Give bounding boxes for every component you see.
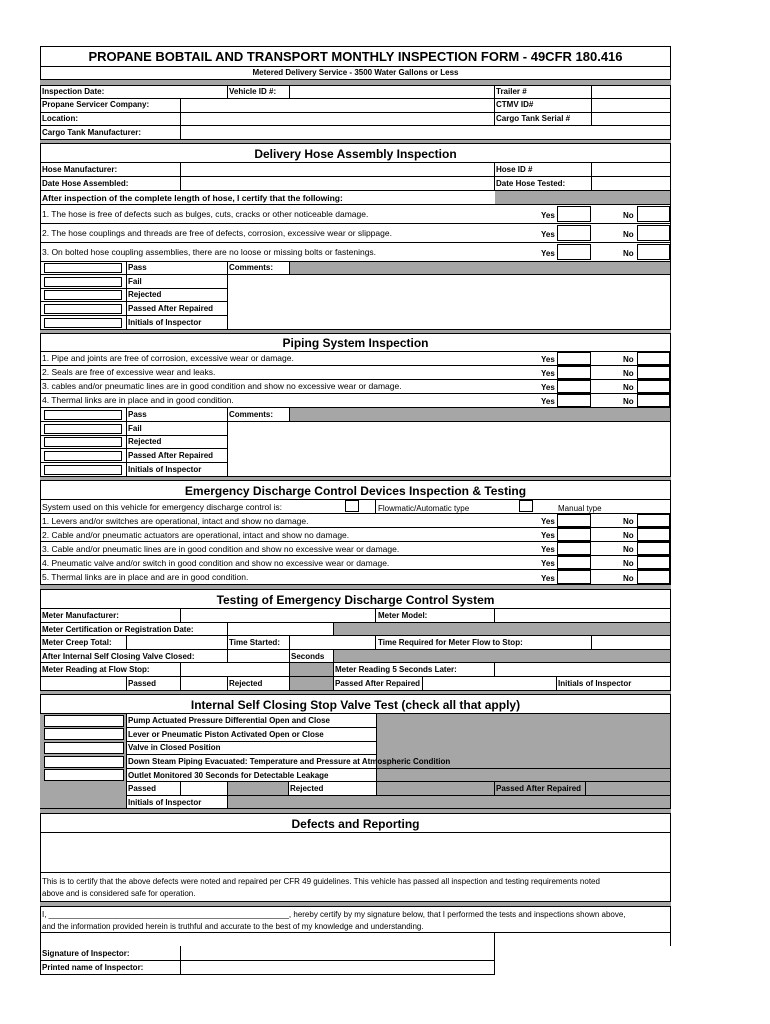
internal-item-5: Outlet Monitored 30 Seconds for Detectable Leakage (128, 771, 329, 780)
defects-area[interactable] (41, 833, 670, 872)
hose-passed-after-label: Passed After Repaired (128, 304, 214, 313)
piping-yes-checkbox-4[interactable] (557, 394, 591, 407)
emergency-item-1: 1. Levers and/or switches are operational, intact and show no damage. (42, 516, 309, 526)
piping-yes-checkbox-3[interactable] (557, 380, 591, 393)
piping-initials-box[interactable] (44, 465, 122, 475)
defects-section-heading: Defects and Reporting (291, 817, 420, 831)
piping-item-3: 3. cables and/or pneumatic lines are in good condition and show no excessive wear or damage. (42, 381, 402, 391)
testing-passed-after-label: Passed After Repaired (335, 679, 421, 688)
piping-rejected-label: Rejected (128, 437, 162, 446)
emergency-no-3: No (623, 545, 634, 554)
emergency-no-checkbox-5[interactable] (637, 570, 670, 584)
emergency-section-heading: Emergency Discharge Control Devices Inspection & Testing (184, 484, 527, 498)
piping-no-4: No (623, 397, 634, 406)
hose-passed-after-box[interactable] (44, 304, 122, 314)
reading-5s-label: Meter Reading 5 Seconds Later: (335, 665, 457, 674)
piping-yes-checkbox-2[interactable] (557, 366, 591, 379)
manual-label: Manual type (558, 504, 602, 513)
hose-comments-area[interactable] (228, 275, 670, 329)
hose-tested-label: Date Hose Tested: (496, 179, 566, 188)
emergency-no-checkbox-3[interactable] (637, 542, 670, 555)
reading-flow-stop-label: Meter Reading at Flow Stop: (42, 665, 150, 674)
piping-item-2: 2. Seals are free of excessive wear and leaks. (42, 367, 216, 377)
flowmatic-checkbox[interactable] (345, 500, 359, 512)
trailer-label: Trailer # (496, 87, 527, 96)
hose-pass-label: Pass (128, 263, 147, 272)
hose-item-2: 2. The hose couplings and threads are free of defects, corrosion, excessive wear or slippage. (42, 228, 392, 238)
hose-yes-checkbox-1[interactable] (557, 206, 591, 222)
meter-mfr-field[interactable] (181, 609, 375, 622)
hose-fail-label: Fail (128, 277, 142, 286)
piping-yes-1: Yes (541, 355, 555, 364)
signature-field[interactable] (181, 947, 494, 960)
hose-yes-checkbox-3[interactable] (557, 244, 591, 260)
internal-checkbox-4[interactable] (44, 756, 124, 768)
hose-no-1: No (623, 211, 634, 220)
hose-initials-label: Initials of Inspector (128, 318, 202, 327)
meter-mfr-label: Meter Manufacturer: (42, 611, 119, 620)
emergency-yes-4: Yes (541, 559, 555, 568)
defects-certify-line2: above and is considered safe for operation. (42, 889, 196, 898)
piping-no-checkbox-1[interactable] (637, 352, 670, 365)
hose-item-3: 3. On bolted hose coupling assemblies, there are no loose or missing bolts or fastenings. (42, 247, 377, 257)
printed-name-field[interactable] (181, 961, 494, 974)
piping-pass-label: Pass (128, 410, 147, 419)
emergency-yes-2: Yes (541, 531, 555, 540)
defects-certify-line1: This is to certify that the above defects were noted and repaired per CFR 49 guidelines. This vehicle has passed all inspection and testing requirements noted (42, 877, 600, 886)
piping-no-1: No (623, 355, 634, 364)
piping-yes-3: Yes (541, 383, 555, 392)
hose-no-checkbox-1[interactable] (637, 206, 670, 222)
manual-checkbox[interactable] (519, 500, 533, 512)
hose-initials-box[interactable] (44, 318, 122, 328)
meter-cert-label: Meter Certification or Registration Date: (42, 625, 194, 634)
emergency-no-2: No (623, 531, 634, 540)
emergency-no-checkbox-2[interactable] (637, 528, 670, 541)
internal-checkbox-1[interactable] (44, 715, 124, 727)
inspection-date-field[interactable] (110, 86, 226, 98)
meter-model-label: Meter Model: (378, 611, 428, 620)
time-started-label: Time Started: (229, 638, 280, 647)
piping-yes-2: Yes (541, 369, 555, 378)
after-closed-label: After Internal Self Closing Valve Closed: (42, 652, 195, 661)
hose-yes-1: Yes (541, 211, 555, 220)
emergency-item-3: 3. Cable and/or pneumatic lines are in good condition and show no excessive wear or damage. (42, 544, 400, 554)
time-required-label: Time Required for Meter Flow to Stop: (378, 638, 523, 647)
hose-section-heading: Delivery Hose Assembly Inspection (254, 147, 457, 161)
emergency-no-checkbox-4[interactable] (637, 556, 670, 569)
emergency-yes-checkbox-5[interactable] (557, 570, 591, 584)
form-title: PROPANE BOBTAIL AND TRANSPORT MONTHLY INSPECTION FORM - 49CFR 180.416 (88, 49, 623, 64)
vehicle-id-field[interactable] (290, 86, 493, 98)
internal-checkbox-2[interactable] (44, 728, 124, 740)
testing-passed-label: Passed (128, 679, 157, 688)
signature-certify-line1: I, ______________________________________________________, hereby certify by my signature below, that I performed the tests and inspections shown above, (42, 910, 626, 919)
internal-initials-label: Initials of Inspector (128, 798, 202, 807)
piping-yes-4: Yes (541, 397, 555, 406)
hose-item-1: 1. The hose is free of defects such as bulges, cuts, cracks or other noticeable damage. (42, 209, 369, 219)
servicer-field[interactable] (181, 99, 493, 111)
piping-no-3: No (623, 383, 634, 392)
location-label: Location: (42, 114, 78, 123)
testing-initials-label: Initials of Inspector (558, 679, 632, 688)
piping-passed-after-box[interactable] (44, 451, 122, 461)
emergency-no-5: No (623, 574, 634, 583)
emergency-no-checkbox-1[interactable] (637, 514, 670, 527)
printed-name-label: Printed name of Inspector: (42, 963, 144, 972)
hose-no-checkbox-3[interactable] (637, 244, 670, 260)
seconds-label: Seconds (291, 652, 325, 661)
internal-item-4: Down Steam Piping Evacuated: Temperature and Pressure at Atmospheric Condition (128, 757, 451, 766)
emergency-item-2: 2. Cable and/or pneumatic actuators are operational, intact and show no damage. (42, 530, 350, 540)
cargo-mfr-field[interactable] (181, 126, 670, 139)
vehicle-id-label: Vehicle ID #: (229, 87, 277, 96)
flowmatic-label: Flowmatic/Automatic type (378, 504, 470, 513)
internal-item-1: Pump Actuated Pressure Differential Open and Close (128, 716, 330, 725)
servicer-label: Propane Servicer Company: (42, 100, 150, 109)
piping-comments-label: Comments: (229, 410, 274, 419)
hose-rejected-label: Rejected (128, 290, 162, 299)
form-subtitle: Metered Delivery Service - 3500 Water Gallons or Less (252, 68, 459, 77)
emergency-yes-1: Yes (541, 517, 555, 526)
emergency-yes-checkbox-3[interactable] (557, 542, 591, 555)
piping-initials-label: Initials of Inspector (128, 465, 202, 474)
piping-rejected-box[interactable] (44, 437, 122, 447)
hose-fail-box[interactable] (44, 277, 122, 287)
piping-pass-box[interactable] (44, 410, 122, 420)
signature-certify-line2: and the information provided herein is truthful and accurate to the best of my knowledge and understanding. (42, 922, 424, 931)
hose-id-label: Hose ID # (496, 165, 533, 174)
location-field[interactable] (181, 113, 493, 125)
piping-yes-checkbox-1[interactable] (557, 352, 591, 365)
cargo-serial-label: Cargo Tank Serial # (496, 114, 571, 123)
piping-section-heading: Piping System Inspection (282, 336, 429, 350)
hose-pass-box[interactable] (44, 263, 122, 273)
testing-section-heading: Testing of Emergency Discharge Control System (216, 593, 495, 607)
emergency-no-1: No (623, 517, 634, 526)
hose-yes-2: Yes (541, 230, 555, 239)
hose-assembled-label: Date Hose Assembled: (42, 179, 129, 188)
cargo-mfr-label: Cargo Tank Manufacturer: (42, 128, 141, 137)
internal-checkbox-5[interactable] (44, 769, 124, 781)
internal-item-3: Valve in Closed Position (128, 743, 221, 752)
piping-fail-label: Fail (128, 424, 142, 433)
hose-certify-text: After inspection of the complete length of hose, I certify that the following: (42, 193, 343, 203)
emergency-yes-5: Yes (541, 574, 555, 583)
piping-item-1: 1. Pipe and joints are free of corrosion, excessive wear or damage. (42, 353, 294, 363)
piping-item-4: 4. Thermal links are in place and in good condition. (42, 395, 234, 405)
internal-rejected-label: Rejected (290, 784, 324, 793)
hose-no-checkbox-2[interactable] (637, 225, 670, 241)
emergency-yes-checkbox-4[interactable] (557, 556, 591, 569)
piping-no-2: No (623, 369, 634, 378)
internal-checkbox-3[interactable] (44, 742, 124, 754)
emergency-yes-3: Yes (541, 545, 555, 554)
internal-passed-after-label: Passed After Repaired (496, 784, 582, 793)
emergency-system-used: System used on this vehicle for emergency discharge control is: (42, 502, 283, 512)
hose-manufacturer-label: Hose Manufacturer: (42, 165, 118, 174)
hose-rejected-box[interactable] (44, 290, 122, 300)
hose-yes-3: Yes (541, 249, 555, 258)
inspection-date-label: Inspection Date: (42, 87, 105, 96)
emergency-yes-checkbox-2[interactable] (557, 528, 591, 541)
ctmv-label: CTMV ID# (496, 100, 534, 109)
testing-rejected-label: Rejected (229, 679, 263, 688)
hose-yes-checkbox-2[interactable] (557, 225, 591, 241)
emergency-no-4: No (623, 559, 634, 568)
internal-passed-label: Passed (128, 784, 157, 793)
signature-label: Signature of Inspector: (42, 949, 130, 958)
piping-no-checkbox-4[interactable] (637, 394, 670, 407)
piping-no-checkbox-3[interactable] (637, 380, 670, 393)
internal-item-2: Lever or Pneumatic Piston Activated Open or Close (128, 730, 324, 739)
piping-passed-after-label: Passed After Repaired (128, 451, 214, 460)
hose-no-2: No (623, 230, 634, 239)
emergency-item-4: 4. Pneumatic valve and/or switch in good condition and show no excessive wear or damage. (42, 558, 390, 568)
emergency-item-5: 5. Thermal links are in place and are in good condition. (42, 572, 249, 582)
piping-no-checkbox-2[interactable] (637, 366, 670, 379)
internal-section-heading: Internal Self Closing Stop Valve Test (check all that apply) (190, 698, 521, 712)
emergency-yes-checkbox-1[interactable] (557, 514, 591, 527)
piping-fail-box[interactable] (44, 424, 122, 434)
piping-comments-area[interactable] (228, 422, 670, 476)
hose-no-3: No (623, 249, 634, 258)
hose-comments-label: Comments: (229, 263, 274, 272)
creep-total-label: Meter Creep Total: (42, 638, 112, 647)
